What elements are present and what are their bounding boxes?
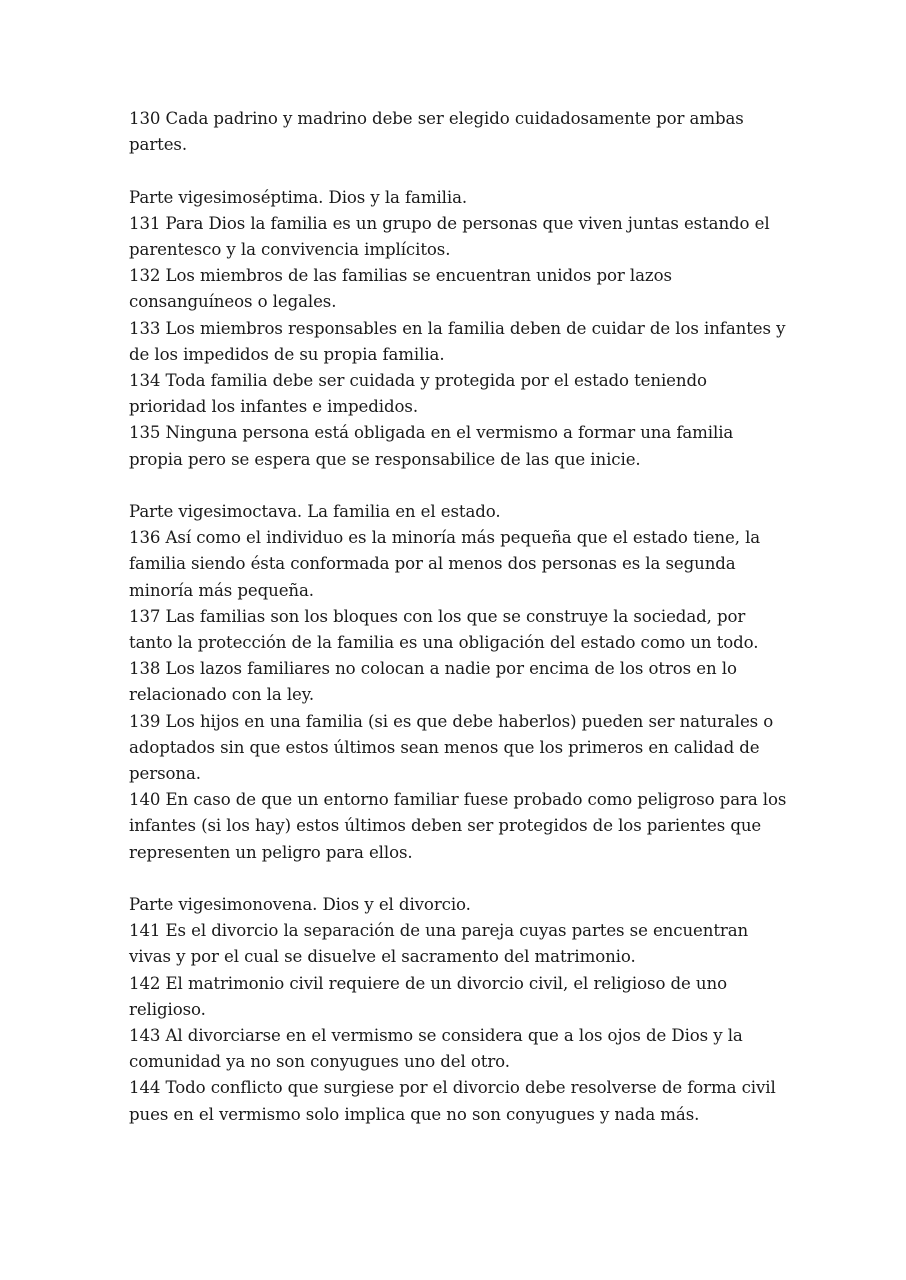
section-heading-29: Parte vigesimonovena. Dios y el divorcio. [129, 895, 471, 915]
paragraph-131: 131 Para Dios la familia es un grupo de personas que viven juntas estando el parentesco y la convivencia implícitos. [129, 213, 770, 259]
paragraph-135: 135 Ninguna persona está obligada en el vermismo a formar una familia propia pero se espera que se responsabilice de las que inicie. [129, 423, 734, 469]
paragraph-142: 142 El matrimonio civil requiere de un divorcio civil, el religioso de uno religioso. [129, 973, 727, 1019]
section-heading-28: Parte vigesimoctava. La familia en el estado. [129, 502, 501, 522]
section-heading-27: Parte vigesimoséptima. Dios y la familia. [129, 187, 468, 207]
paragraph-139: 139 Los hijos en una familia (si es que debe haberlos) pueden ser naturales o adoptados sin que estos últimos sean menos que los primeros en calidad de persona. [129, 711, 774, 784]
paragraph-133: 133 Los miembros responsables en la familia deben de cuidar de los infantes y de los impedidos de su propia familia. [129, 318, 786, 364]
paragraph-132: 132 Los miembros de las familias se encuentran unidos por lazos consanguíneos o legales. [129, 266, 672, 312]
section-gap [129, 866, 789, 892]
paragraph-130: 130 Cada padrino y madrino debe ser elegido cuidadosamente por ambas partes. [129, 109, 744, 155]
paragraph-140: 140 En caso de que un entorno familiar fuese probado como peligroso para los infantes (si los hay) estos últimos deben ser protegidos de los parientes que representen un peligro para ellos. [129, 790, 787, 862]
paragraph-136: 136 Así como el individuo es la minoría más pequeña que el estado tiene, la familia siendo ésta conformada por al menos dos personas es la segunda minoría más pequeña. [129, 528, 761, 600]
paragraph-141: 141 Es el divorcio la separación de una pareja cuyas partes se encuentran vivas y por el cual se disuelve el sacramento del matrimonio. [129, 921, 749, 967]
paragraph-137: 137 Las familias son los bloques con los que se construye la sociedad, por tanto la protección de la familia es una obligación del estado como un todo. [129, 606, 759, 653]
paragraph-138: 138 Los lazos familiares no colocan a nadie por encima de los otros en lo relacionado con la ley. [129, 659, 737, 705]
section-gap [129, 473, 789, 499]
paragraph-144: 144 Todo conflicto que surgiese por el divorcio debe resolverse de forma civil pues en el vermismo solo implica que no son conyugues y nada más. [129, 1078, 776, 1124]
paragraph-134: 134 Toda familia debe ser cuidada y protegida por el estado teniendo prioridad los infantes e impedidos. [129, 371, 707, 417]
section-gap [129, 158, 789, 184]
paragraph-143: 143 Al divorciarse en el vermismo se considera que a los ojos de Dios y la comunidad ya no son conyugues uno del otro. [129, 1026, 743, 1072]
document-body [129, 106, 789, 1128]
